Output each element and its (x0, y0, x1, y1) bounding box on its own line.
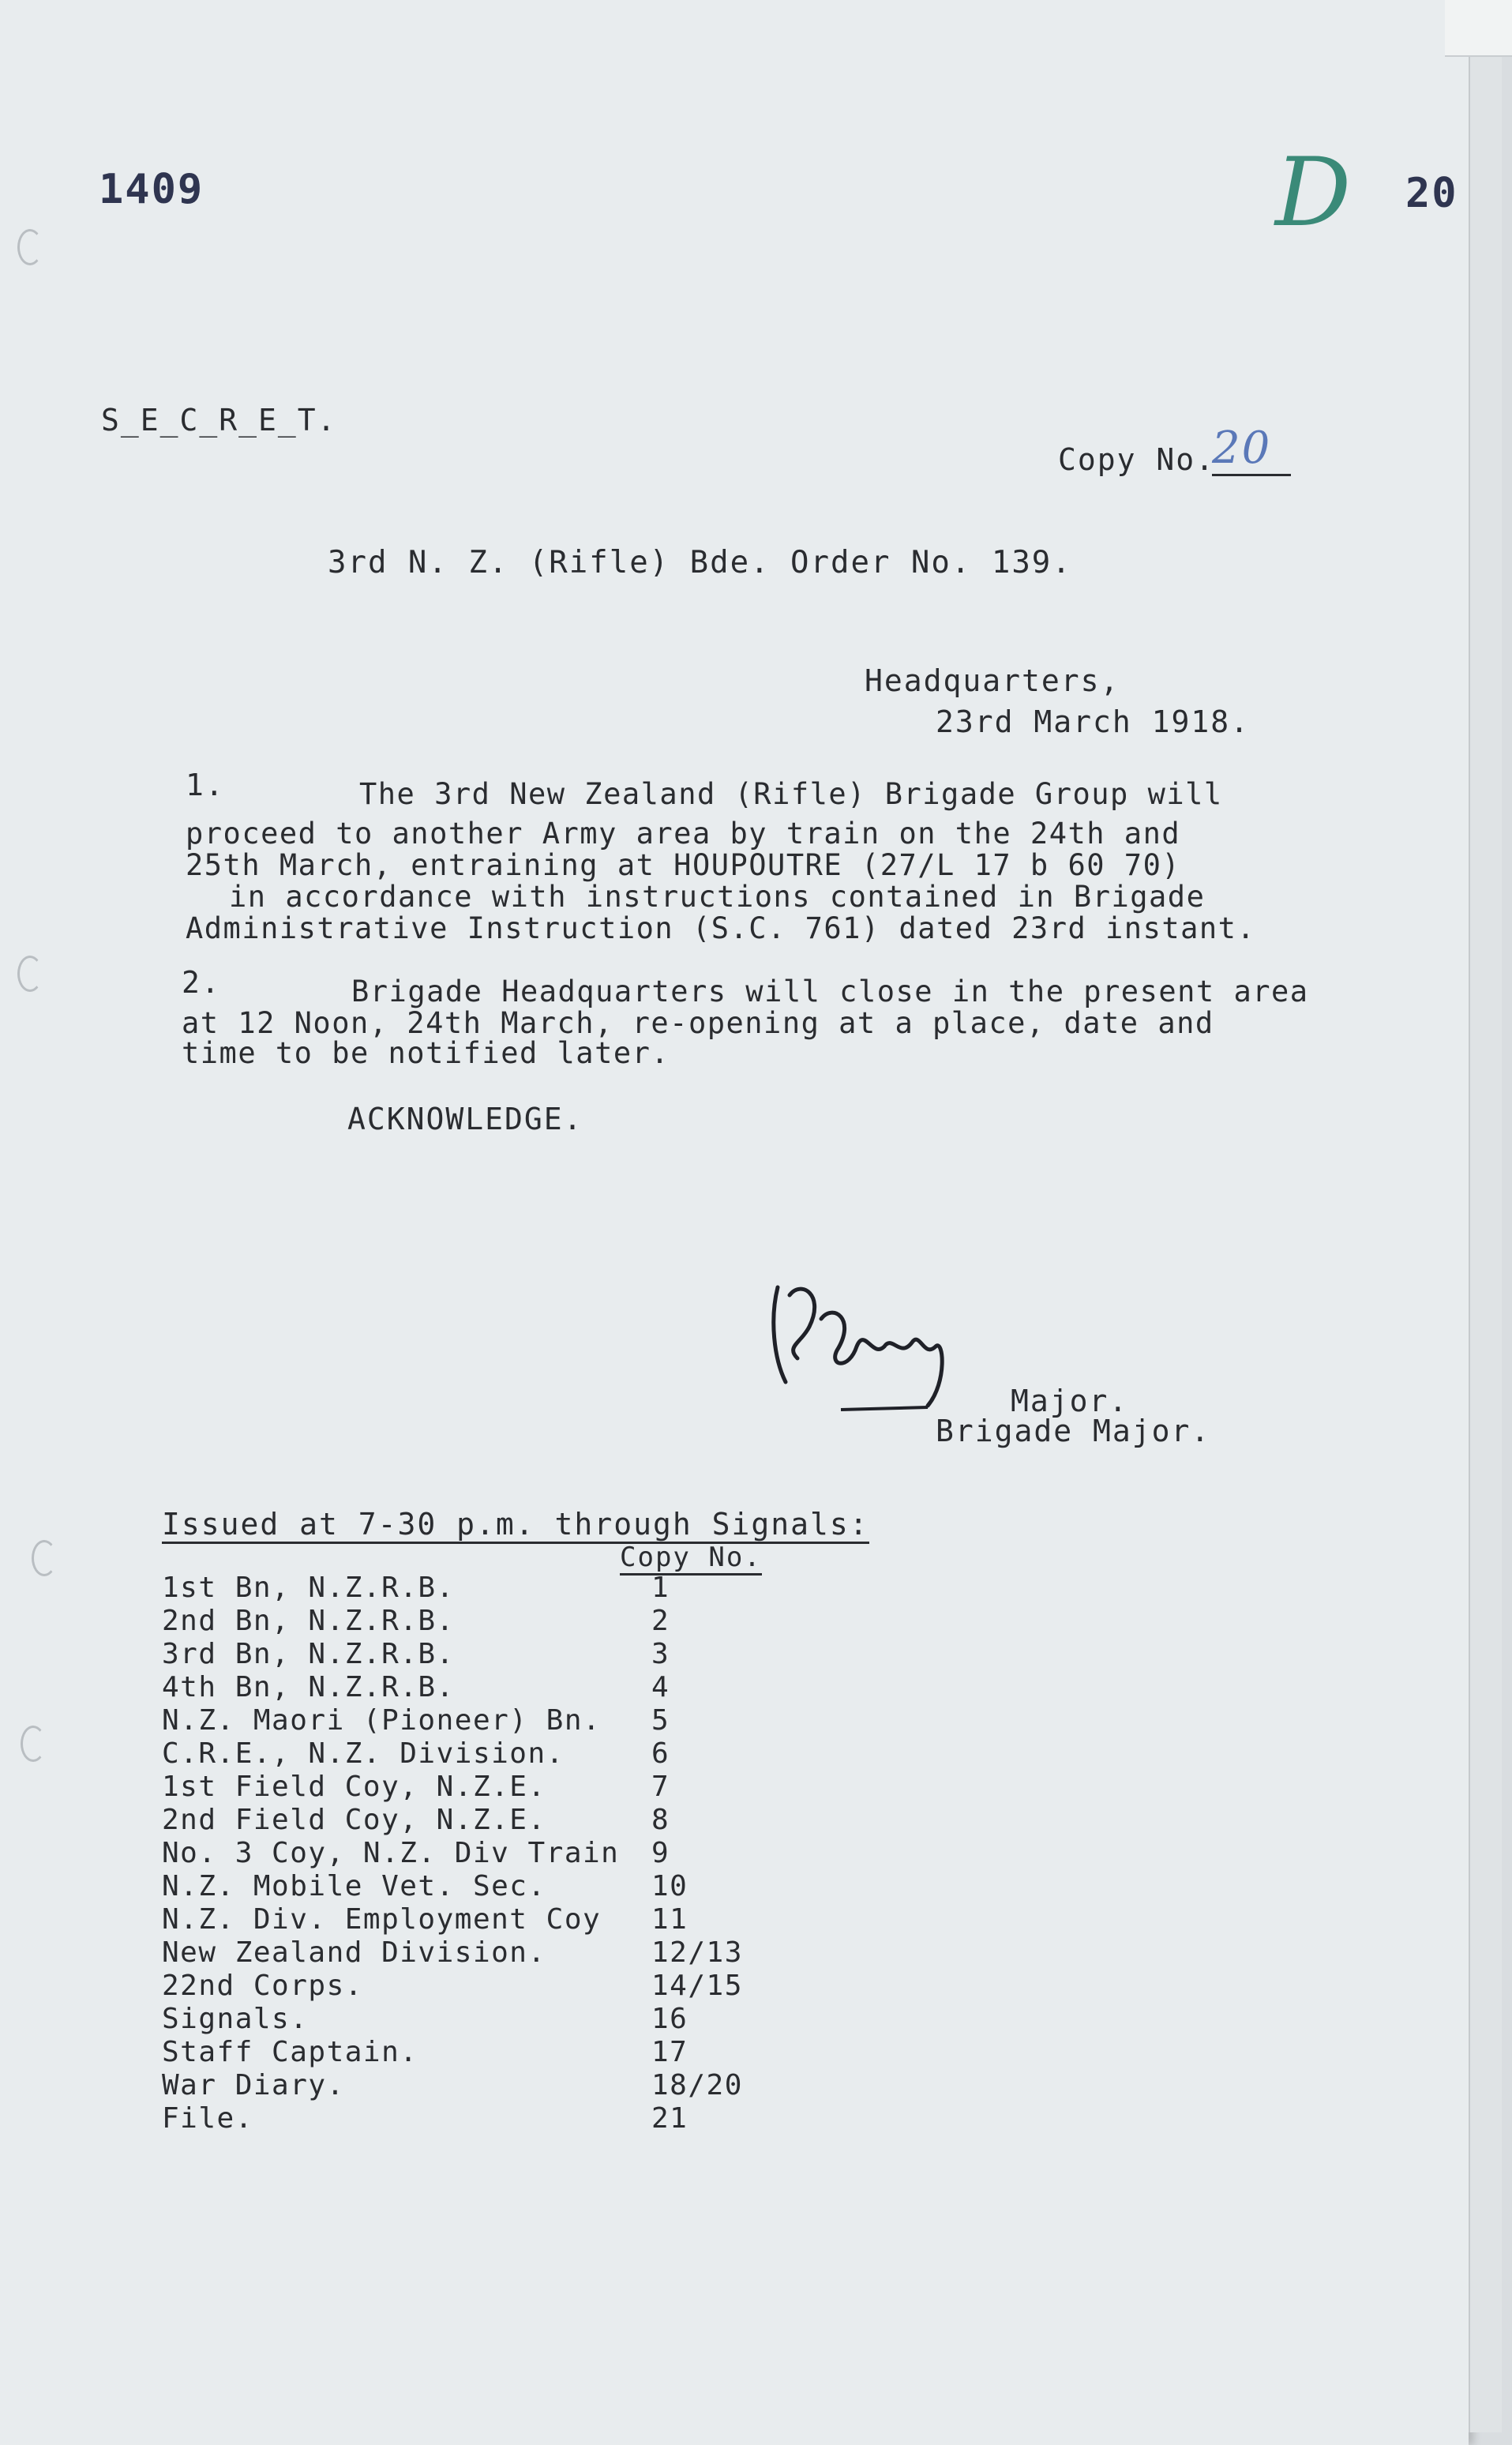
punch-hole (21, 1726, 46, 1762)
distribution-list (162, 1507, 872, 2162)
punch-hole (17, 229, 43, 265)
file-letter-handwritten: D (1275, 138, 1353, 248)
acknowledge: ACKNOWLEDGE. (347, 1102, 583, 1136)
distribution-row: N.Z. Maori (Pioneer) Bn. 5 (162, 1704, 670, 1737)
signatory-title: Brigade Major. (936, 1414, 1211, 1448)
distribution-row: 4th Bn, N.Z.R.B. 4 (162, 1671, 670, 1703)
paragraph-line: Administrative Instruction (S.C. 761) dated 23rd instant. (186, 911, 1256, 945)
origin-date: 23rd March 1918. (936, 704, 1251, 739)
signature-scribble (754, 1271, 991, 1422)
distribution-row: Signals. 16 (162, 2003, 688, 2035)
paragraph-line: The 3rd New Zealand (Rifle) Brigade Group will (359, 777, 1223, 811)
distribution-row: New Zealand Division. 12/13 (162, 1936, 743, 1969)
copy-label: Copy No. (1058, 442, 1216, 477)
origin-place: Headquarters, (865, 663, 1120, 698)
paragraph-line: time to be notified later. (182, 1036, 670, 1070)
distribution-row: 1st Bn, N.Z.R.B. 1 (162, 1572, 670, 1604)
copy-no-column-heading: Copy No. (620, 1542, 762, 1576)
paragraph-line: 25th March, entraining at HOUPOUTRE (27/L 17 b 60 70) (186, 848, 1181, 882)
stamp-number: 1409 (99, 166, 204, 213)
page-number: 20 (1405, 170, 1458, 217)
classification: S_E_C_R_E_T. (101, 403, 337, 438)
distribution-row: 2nd Field Coy, N.Z.E. 8 (162, 1804, 670, 1836)
paragraph-line: proceed to another Army area by train on the 24th and (186, 817, 1181, 851)
distribution-row: N.Z. Mobile Vet. Sec. 10 (162, 1870, 688, 1902)
distribution-row: 3rd Bn, N.Z.R.B. 3 (162, 1638, 670, 1670)
distribution-row: 2nd Bn, N.Z.R.B. 2 (162, 1605, 670, 1637)
copy-number-handwritten: 20 (1212, 423, 1291, 476)
paragraph-line: at 12 Noon, 24th March, re-opening at a place, date and (182, 1006, 1214, 1040)
distribution-row: N.Z. Div. Employment Coy 11 (162, 1903, 688, 1936)
paragraph-number: 1. (186, 768, 225, 802)
distribution-row: War Diary. 18/20 (162, 2069, 743, 2101)
distribution-row: 1st Field Coy, N.Z.E. 7 (162, 1771, 670, 1803)
paragraph-line: Brigade Headquarters will close in the present area (351, 975, 1309, 1008)
underlying-page-edge (1469, 32, 1502, 2432)
paragraph-line: in accordance with instructions contained in Brigade (229, 880, 1206, 914)
paragraph-number: 2. (182, 965, 221, 1000)
punch-hole (32, 1540, 57, 1576)
distribution-row: 22nd Corps. 14/15 (162, 1970, 743, 2002)
punch-hole (17, 956, 43, 992)
distribution-row: C.R.E., N.Z. Division. 6 (162, 1737, 670, 1770)
signatory-rank: Major. (1011, 1384, 1129, 1418)
distribution-row: File. 21 (162, 2102, 688, 2135)
order-title: 3rd N. Z. (Rifle) Bde. Order No. 139. (328, 545, 1072, 580)
distribution-row: No. 3 Coy, N.Z. Div Train 9 (162, 1837, 670, 1869)
distribution-row: Staff Captain. 17 (162, 2036, 688, 2068)
underlying-page-corner (1445, 0, 1512, 57)
distribution-heading: Issued at 7-30 p.m. through Signals: (162, 1507, 869, 1544)
